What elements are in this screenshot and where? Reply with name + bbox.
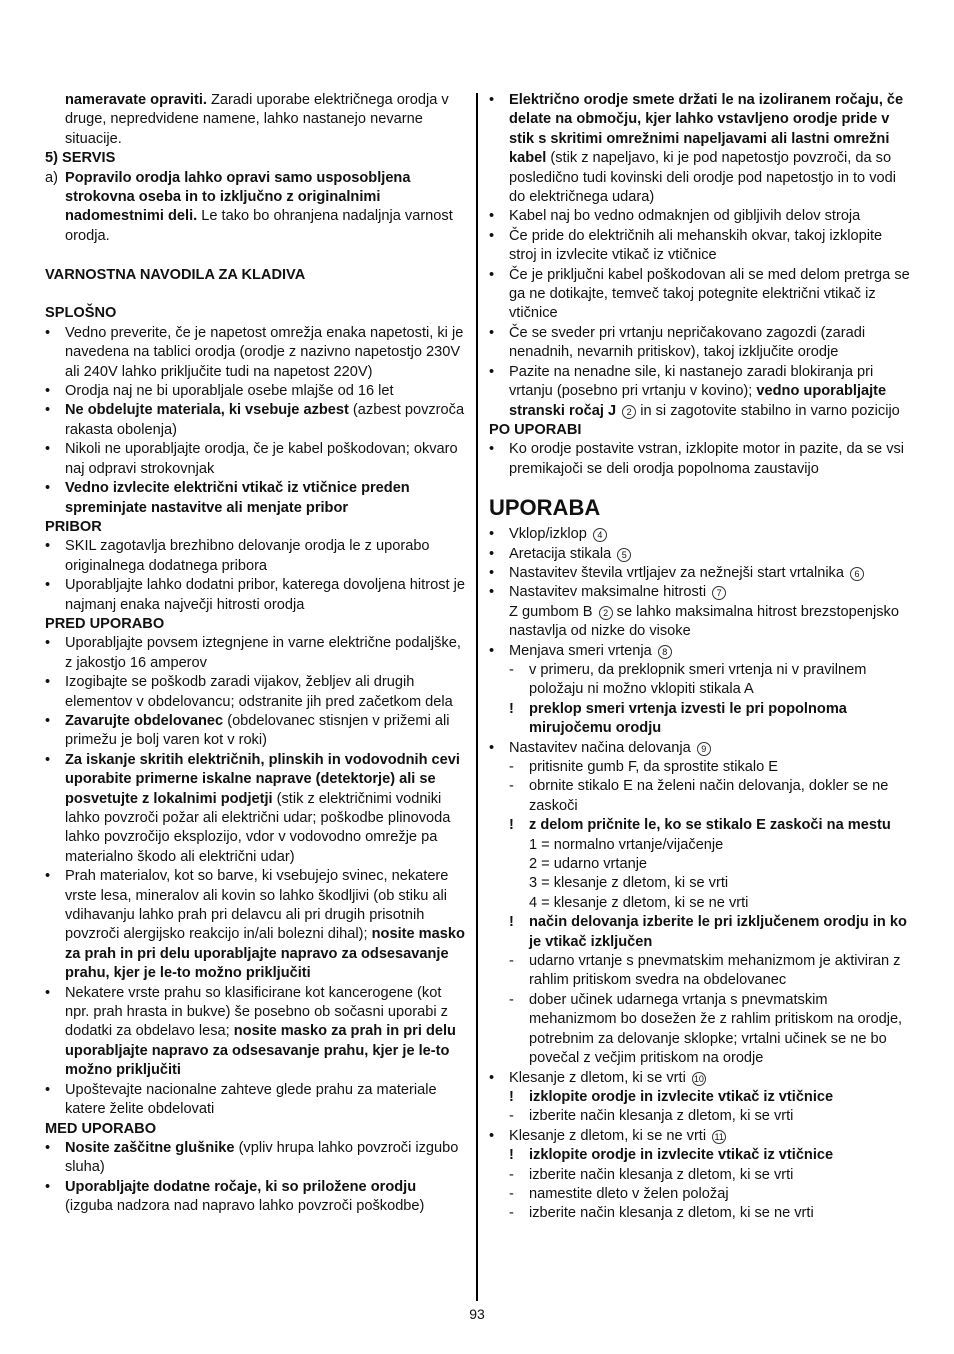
text-span: Nekatere vrste prahu so klasificirane kot kancerogene (kot npr. prah hrasta in bukve) še posebno ob sočasni uporabi z dodatki za obdelavo lesa;	[65, 984, 448, 1040]
sub-item	[489, 1107, 911, 1126]
text-span: nosite masko za prah in pri delu uporabljajte napravo za odsesavanje prahu, kjer je le-to možno priključiti	[65, 926, 465, 982]
text-span: z delom pričnite le, ko se stikalo E zaskoči na mestu	[529, 817, 891, 834]
text-span: Vedno izvlecite električni vtikač iz vtičnice preden spreminjate nastavitve ali menjate pribor	[65, 480, 410, 516]
list-item	[489, 324, 911, 363]
text-span: Prah materialov, kot so barve, ki vsebujejo svinec, nekatere vrste lesa, mineralov ali kovin so lahko škodljivi (ob stiku ali vdihavanju lahko prah pri delavcu ali pri drugih prisotnih povzroči alergijsko reakcijo in/ali bolezni dihal);	[65, 868, 449, 943]
right-column	[489, 91, 911, 1224]
reference-number: 6	[850, 567, 864, 581]
list-item-continuation	[489, 603, 911, 642]
text-span: Popravilo orodja lahko opravi samo usposobljena strokovna oseba in to izključno z originalnimi nadomestnimi deli.	[65, 169, 411, 225]
text-span: Nosite zaščitne glušnike	[65, 1139, 235, 1156]
text-span: Le tako bo ohranjena nadaljnja varnost orodja.	[65, 208, 453, 244]
text-span: -	[509, 1205, 514, 1222]
reference-number: 7	[712, 586, 726, 600]
servis-item-a	[45, 169, 467, 247]
list-item	[45, 634, 467, 673]
reference-number: 11	[712, 1130, 726, 1144]
text-span: Nikoli ne uporabljajte orodja, če je kabel poškodovan; okvaro naj odpravi strokovnjak	[65, 441, 458, 477]
mode-option: 3 = klesanje z dletom, ki se vrti	[529, 875, 729, 892]
text-span: in si zagotovite stabilno in varno pozicijo	[636, 402, 900, 419]
text-span: se lahko maksimalna hitrost brezstopenjsko nastavlja od nizke do visoke	[509, 603, 899, 640]
text-span: !	[509, 1147, 514, 1164]
text-span: •	[489, 1127, 495, 1144]
list-item	[45, 324, 467, 382]
text-span: -	[509, 991, 514, 1008]
list-item	[489, 564, 911, 583]
reference-number: 2	[622, 405, 636, 419]
paragraph-intended-use	[45, 91, 467, 149]
list-item	[489, 363, 911, 421]
text-span: -	[509, 661, 514, 678]
sub-item	[489, 1204, 911, 1223]
text-span: !	[509, 1088, 514, 1105]
reference-number: 8	[658, 645, 672, 659]
text-span: •	[489, 266, 495, 283]
sub-item	[489, 777, 911, 816]
text-span: pritisnite gumb F, da sprostite stikalo E	[529, 759, 779, 775]
sub-item	[489, 1185, 911, 1204]
list-item	[45, 1178, 467, 1217]
text-span: •	[45, 538, 51, 555]
text-span: -	[509, 759, 514, 775]
list-item	[45, 401, 467, 440]
warning-item	[489, 1146, 911, 1165]
text-span: •	[489, 526, 495, 543]
list-item	[45, 984, 467, 1081]
text-span: •	[45, 712, 51, 729]
text-span: Uporabljajte lahko dodatni pribor, katerega dovoljena hitrost je najmanj enaka največji hitrosti orodja	[65, 577, 465, 613]
text-span: Električno orodje smete držati le na izoliranem ročaju, če delate na območju, kjer lahko vstavljeno orodje pride v stik s skritimi omrežnimi napeljavami ali lastni omrežni kabel	[509, 92, 904, 167]
text-span: -	[509, 953, 514, 970]
list-item	[45, 440, 467, 479]
text-span: a)	[45, 169, 58, 186]
list-item	[45, 1081, 467, 1120]
text-span: (azbest povzroča rakasta obolenja)	[65, 402, 465, 438]
text-span: •	[489, 208, 495, 225]
text-span: nosite masko za prah in pri delu uporabljajte napravo za odsesavanje prahu, kjer je le-to možno priključiti	[65, 1023, 456, 1079]
reference-number: 4	[593, 528, 607, 542]
text-span: Nastavitev števila vrtljajev za nežnejši start vrtalnika	[509, 564, 844, 581]
text-span: nameravate opraviti.	[65, 92, 207, 108]
heading-during-use: MED UPORABO	[45, 1120, 157, 1137]
reference-number: 5	[617, 548, 631, 562]
text-span: (izguba nadzora nad napravo lahko povzroči poškodbe)	[65, 1198, 425, 1215]
text-span: •	[489, 227, 495, 244]
text-span: Aretacija stikala	[509, 545, 612, 562]
text-span: (stik z električnimi vodniki lahko povzroči požar ali električni udar; poškodbe plinovoda lahko povzročijo eksplozijo, vdor v vodovodno omrežje pa materialno škodo ali električni udar)	[65, 790, 451, 865]
reference-number: 9	[697, 742, 711, 756]
sub-item	[489, 952, 911, 991]
text-span: •	[45, 324, 51, 341]
list-item	[489, 545, 911, 564]
text-span: •	[45, 1139, 51, 1156]
text-span: Upoštevajte nacionalne zahteve glede prahu za materiale katere želite obdelovati	[65, 1081, 437, 1118]
list-item	[45, 382, 467, 401]
list-item	[489, 266, 911, 324]
list-item	[489, 1069, 911, 1088]
heading-before-use: PRED UPORABO	[45, 615, 165, 632]
warning-item	[489, 913, 911, 952]
list-item	[45, 673, 467, 712]
text-span: •	[489, 92, 495, 108]
sub-item	[489, 758, 911, 777]
list-item	[45, 479, 467, 518]
text-span: dober učinek udarnega vrtanja s pnevmatskim mehanizmom bo dosežen že z rahlim pritiskom na orodje, potrebnim za delovanje sklopke; vrtalni učinek se ne bo povečal z večjim pritiskom na orodje	[529, 991, 903, 1067]
list-item	[45, 537, 467, 576]
warning-item	[489, 1088, 911, 1107]
text-span: Uporabljajte povsem iztegnjene in varne električne podaljške, z jakostjo 16 amperov	[65, 635, 461, 671]
text-span: •	[489, 545, 495, 562]
text-span: •	[489, 324, 495, 341]
text-span: (vpliv hrupa lahko povzroči izgubo sluha)	[65, 1139, 459, 1176]
text-span: •	[45, 402, 51, 419]
reference-number: 2	[599, 606, 613, 620]
text-span: !	[509, 700, 514, 717]
text-span: izberite način klesanja z dletom, ki se vrti	[529, 1166, 794, 1183]
heading-hammer-safety: VARNOSTNA NAVODILA ZA KLADIVA	[45, 266, 306, 283]
list-item	[45, 576, 467, 615]
text-span: •	[45, 635, 51, 652]
list-item	[489, 583, 911, 602]
text-span: Nastavitev maksimalne hitrosti	[509, 584, 707, 601]
sub-item	[489, 1166, 911, 1185]
heading-general: SPLOŠNO	[45, 305, 117, 322]
list-item	[489, 91, 911, 207]
list-item	[45, 1139, 467, 1178]
text-span: -	[509, 778, 514, 795]
text-span: •	[489, 564, 495, 581]
text-span: -	[509, 1166, 514, 1183]
text-span: vedno uporabljajte stranski ročaj J	[509, 383, 887, 419]
text-span: •	[45, 383, 51, 400]
text-span: Če pride do električnih ali mehanskih okvar, takoj izklopite stroj in izvlecite vtikač iz vtičnice	[509, 227, 883, 264]
heading-accessories: PRIBOR	[45, 518, 102, 535]
list-item	[489, 642, 911, 661]
text-span: Uporabljajte dodatne ročaje, ki so priložene orodju	[65, 1178, 417, 1195]
page-number: 93	[469, 1306, 485, 1322]
sub-item	[489, 661, 911, 700]
text-span: izberite način klesanja z dletom, ki se ne vrti	[529, 1205, 814, 1222]
text-span: !	[509, 914, 514, 931]
text-span: •	[45, 1081, 51, 1098]
text-span: •	[489, 363, 495, 380]
mode-option: 1 = normalno vrtanje/vijačenje	[529, 836, 724, 853]
text-span: Klesanje z dletom, ki se vrti	[509, 1069, 686, 1086]
text-span: •	[45, 984, 51, 1001]
list-item	[489, 440, 911, 479]
text-span: •	[489, 642, 495, 659]
text-span: Vedno preverite, če je napetost omrežja enaka napetosti, ki je navedena na tablici orodja (orodje z nazivno napetostjo 230V ali 240V lahko priključite tudi na napetost 220V)	[65, 324, 464, 380]
text-span: •	[45, 1178, 51, 1195]
warning-item	[489, 816, 911, 835]
text-span: namestite dleto v želen položaj	[529, 1185, 729, 1202]
column-divider	[476, 93, 478, 1301]
text-span: (stik z napeljavo, ki je pod napetostjo povzroči, da so posledično tudi kovinski deli orodje pod napetostjo in to vodi do električnega udara)	[509, 150, 896, 206]
left-column	[45, 91, 467, 1217]
mode-option: 4 = klesanje z dletom, ki se ne vrti	[529, 894, 749, 911]
list-item	[45, 712, 467, 751]
list-item	[489, 525, 911, 544]
text-span: •	[489, 1069, 495, 1086]
text-span: način delovanja izberite le pri izključenem orodju in ko je vtikač izključen	[529, 914, 907, 950]
text-span: -	[509, 1108, 514, 1125]
text-span: •	[489, 584, 495, 601]
text-span: -	[509, 1185, 514, 1202]
text-span: Kabel naj bo vedno odmaknjen od gibljivih delov stroja	[509, 208, 861, 225]
text-span: Izogibajte se poškodb zaradi vijakov, žebljev ali drugih elementov v obdelovancu; odstranite jih pred začetkom dela	[65, 674, 453, 710]
text-span: •	[45, 868, 51, 885]
text-span: Če je priključni kabel poškodovan ali se med delom pretrga se ga ne dotikajte, temveč takoj potegnite električni vtikač iz vtičnice	[509, 266, 910, 322]
heading-after-use: PO UPORABI	[489, 421, 582, 438]
text-span: Pazite na nenadne sile, ki nastanejo zaradi blokiranja pri vrtanju (posebno pri vrtanju v kovino);	[509, 363, 874, 400]
list-item	[489, 1127, 911, 1146]
text-span: SKIL zagotavlja brezhibno delovanje orodja le z uporabo originalnega dodatnega pribora	[65, 538, 430, 574]
text-span: •	[45, 441, 51, 458]
text-span: Če se sveder pri vrtanju nepričakovano zagozdi (zaradi nenadnih, nevarnih pritiskov), takoj izključite orodje	[509, 324, 866, 361]
text-span: obrnite stikalo E na želeni način delovanja, dokler se ne zaskoči	[529, 778, 889, 814]
text-span: •	[45, 480, 51, 497]
list-item	[45, 751, 467, 867]
text-span: izberite način klesanja z dletom, ki se vrti	[529, 1108, 794, 1125]
mode-option: 2 = udarno vrtanje	[529, 856, 648, 873]
text-span: Vklop/izklop	[509, 526, 587, 543]
text-span: Menjava smeri vrtenja	[509, 642, 652, 659]
text-span: •	[489, 441, 495, 458]
text-span: •	[45, 674, 51, 691]
heading-servis: 5) SERVIS	[45, 150, 116, 167]
list-item	[489, 207, 911, 226]
text-span: Ko orodje postavite vstran, izklopite motor in pazite, da se vsi premikajoči se deli orodja popolnoma zaustavijo	[509, 441, 905, 477]
text-span: Nastavitev načina delovanja	[509, 739, 691, 756]
text-span: Ne obdelujte materiala, ki vsebuje azbest	[65, 402, 349, 419]
text-span: izklopite orodje in izvlecite vtikač iz vtičnice	[529, 1147, 834, 1164]
text-span: Klesanje z dletom, ki se ne vrti	[509, 1127, 707, 1144]
text-span: !	[509, 817, 514, 834]
text-span: Za iskanje skritih električnih, plinskih in vodovodnih cevi uporabite primerne iskalne naprave (detektorje) ali se posvetujte z lokalnimi podjetji	[65, 751, 460, 807]
list-item	[45, 867, 467, 983]
sub-item	[489, 991, 911, 1069]
reference-number: 10	[693, 1073, 704, 1084]
text-span: •	[45, 577, 51, 594]
text-span: Orodja naj ne bi uporabljale osebe mlajše od 16 let	[65, 383, 394, 400]
section-title-uporaba: UPORABA	[489, 495, 601, 521]
text-span: udarno vrtanje s pnevmatskim mehanizmom je aktiviran z rahlim pritiskom svedra na obdelovanec	[529, 953, 901, 989]
text-span: •	[45, 751, 51, 768]
warning-item	[489, 700, 911, 739]
text-span: Zavarujte obdelovanec	[65, 712, 224, 729]
text-span: (obdelovanec stisnjen v prižemi ali primežu je bolj varen kot v roki)	[65, 712, 450, 749]
text-span: izklopite orodje in izvlecite vtikač iz vtičnice	[529, 1088, 834, 1105]
list-item	[489, 739, 911, 758]
text-span: •	[489, 739, 495, 756]
list-item	[489, 227, 911, 266]
text-span: v primeru, da preklopnik smeri vrtenja ni v pravilnem položaju ni možno vklopiti stikala A	[529, 661, 867, 698]
text-span: Z gumbom B	[509, 603, 593, 620]
text-span: Zaradi uporabe električnega orodja v druge, nepredvidene namene, lahko nastanejo nevarne situacije.	[65, 92, 449, 147]
text-span: preklop smeri vrtenja izvesti le pri popolnoma mirujočemu orodju	[529, 700, 847, 737]
